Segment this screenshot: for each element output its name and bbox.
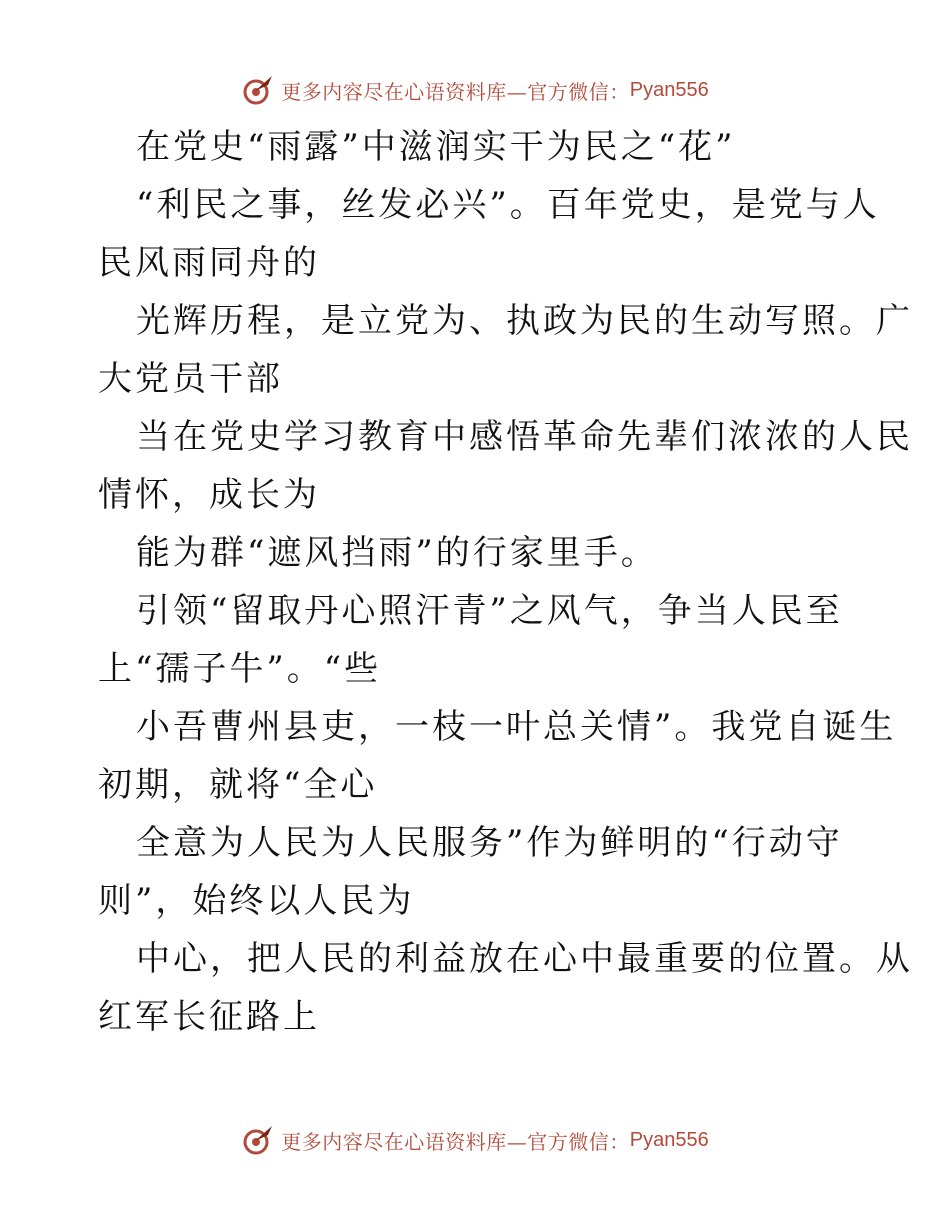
text-line: 情怀，成长为 [98, 475, 320, 515]
text-line: 红军长征路上 [98, 997, 320, 1037]
header-banner-text: 更多内容尽在心语资料库—官方微信： [281, 79, 630, 104]
text-line: 光辉历程，是立党为、执政为民的生动写照。广 [136, 301, 913, 341]
text-line: 引领“留取丹心照汗青”之风气，争当人民至 [136, 591, 843, 631]
text-line: 初期，就将“全心 [98, 765, 378, 805]
text-line: 当在党史学习教育中感悟革命先辈们浓浓的人民 [136, 417, 913, 457]
quill-logo-icon [241, 73, 275, 107]
text-line: 民风雨同舟的 [98, 243, 320, 283]
text-line: 中心，把人民的利益放在心中最重要的位置。从 [136, 939, 913, 979]
footer-watermark-banner [0, 1118, 950, 1162]
header-wechat-id: Pyan556 [629, 78, 709, 101]
document-body [98, 118, 913, 1046]
text-line: 上“孺子牛”。“些 [98, 649, 382, 689]
quill-logo-icon [241, 1123, 275, 1157]
footer-wechat-id: Pyan556 [629, 1128, 709, 1151]
text-line: 全意为人民为人民服务”作为鲜明的“行动守 [136, 823, 843, 863]
footer-banner-text: 更多内容尽在心语资料库—官方微信： [281, 1129, 630, 1154]
text-line: 大党员干部 [98, 359, 283, 399]
text-line: 则”，始终以人民为 [98, 881, 415, 921]
text-line: “利民之事，丝发必兴”。百年党史，是党与人 [136, 185, 880, 225]
text-line: 能为群“遮风挡雨”的行家里手。 [136, 533, 658, 573]
text-line: 在党史“雨露”中滋润实干为民之“花” [136, 127, 736, 167]
header-watermark-banner [0, 68, 950, 112]
text-line: 小吾曹州县吏，一枝一叶总关情”。我党自诞生 [136, 707, 897, 747]
